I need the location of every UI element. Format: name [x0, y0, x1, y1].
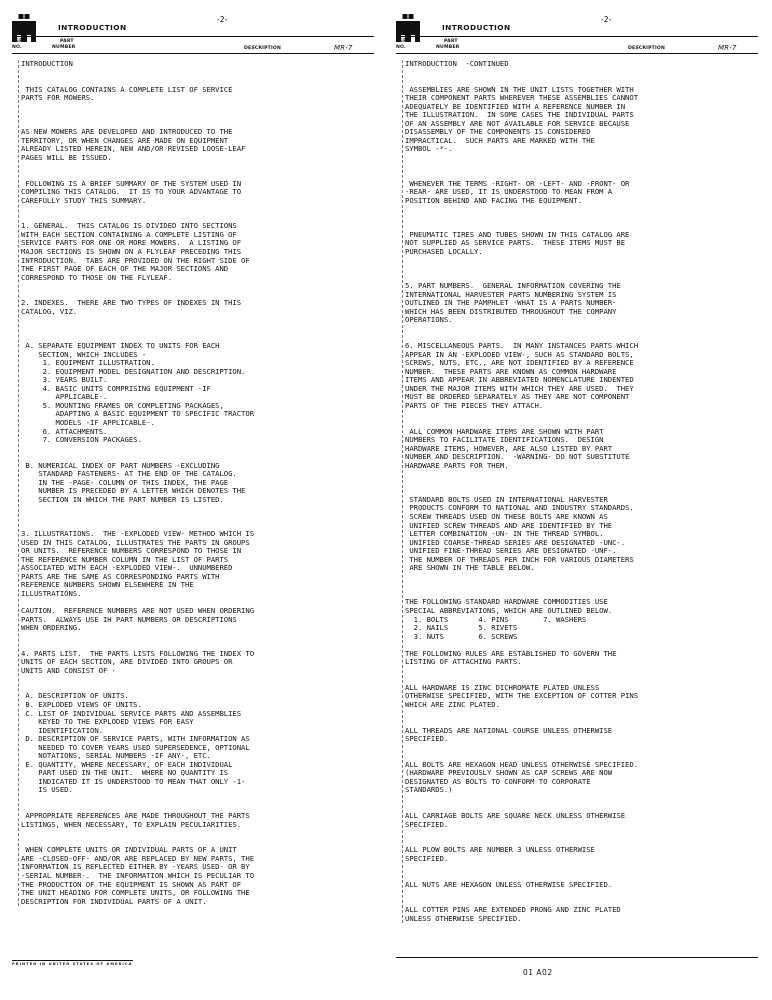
right-body-text: INTRODUCTION -CONTINUED ASSEMBLIES ARE SHOWN IN THE UNIT LISTS TOGETHER WITH THEIR COMPONENT PARTS WHEREVER THESE ASSEMBLIES CANNOT ADEQUATELY BE IDENTIFIED WITH A REFERENCE NUMBER IN THE ILLUSTRATION. IN SOME CASES THE INDIVIDUAL PARTS OF AN ASSEMBLY ARE NOT AVAILABLE FOR SERVICE BECAUSE DISASSEMBLY OF THE COMPONENTS IS CONSIDERED IMPRACTICAL. SUCH PARTS ARE MARKED WITH THE SYMBOL -*-. WHENEVER THE TERMS -RIGHT- OR -LEFT- AND -FRONT- OR -REAR- ARE USED, IT IS UNDERSTOOD TO MEAN FROM A POSITION BEHIND AND FACING THE EQUIPMENT. PNEUMATIC TIRES AND TUBES SHOWN IN THIS CATALOG ARE NOT SUPPLIED AS SERVICE PARTS. THESE ITEMS MUST BE PURCHASED LOCALLY. 5. PART NUMBERS. GENERAL INFORMATION COVERING THE INTERNATIONAL HARVESTER PARTS NUMBERING SYSTEM IS OUTLINED IN THE PAMPHLET -WHAT IS A PARTS NUMBER- WHICH HAS BEEN DISTRIBUTED THROUGHOUT THE COMPANY OPERATIONS. 6. MISCELLANEOUS PARTS. IN MANY INSTANCES PARTS WHICH APPEAR IN AN -EXPLODED VIEW-, SUCH AS STANDARD BOLTS, SCREWS, NUTS, ETC., ARE NOT IDENTIFIED BY A REFERENCE NUMBER. THESE PARTS ARE KNOWN AS COMMON HARDWARE ITEMS AND APPEAR IN ABBREVIATED NOMENCLATURE INDENTED UNDER THE MAJOR ITEMS WITH WHICH THEY ARE USED. THEY MUST BE ORDERED SEPARATELY AS THEY ARE NOT COMPONENT PARTS OF THE PIECES THEY ATTACH. ALL COMMON HARDWARE ITEMS ARE SHOWN WITH PART NUMBERS TO FACILITATE IDENTIFICATIONS. DESIGN HARDWARE ITEMS, HOWEVER, ARE ALSO LISTED BY PART NUMBER AND DESCRIPTION. -WARNING- DO NOT SUBSTITUTE HARDWARE PARTS FOR THEM. STANDARD BOLTS USED IN INTERNATIONAL HARVESTER PRODUCTS CONFORM TO NATIONAL AND INDUSTRY STANDARDS. SCREW THREADS USED ON THESE BOLTS ARE KNOWN AS UNIFIED SCREW THREADS AND ARE IDENTIFIED BY THE LETTER COMBINATION -UN- IN THE THREAD SYMBOL. UNIFIED COARSE-THREAD SERIES ARE DESIGNATED -UNC-. UNIFIED FINE-THREAD SERIES ARE DESIGNATED -UNF-. THE NUMBER OF THREADS PER INCH FOR VARIOUS DIAMETERS ARE SHOWN IN THE TABLE BELOW. THE FOLLOWING STANDARD HARDWARE COMMODITIES USE SPECIAL ABBREVIATIONS, WHICH ARE OUTLINED BELOW. 1. BOLTS 4. PINS 7. WASHERS 2. NAILS 5. RIVETS 3. NUTS 6. SCREWS THE FOLLOWING RULES ARE ESTABLISHED TO GOVERN THE LISTING OF ATTACHING PARTS. ALL HARDWARE IS ZINC DICHROMATE PLATED UNLESS OTHERWISE SPECIFIED, WITH THE EXCEPTION OF COTTER PINS WHICH ARE ZINC PLATED. ALL THREADS ARE NATIONAL COURSE UNLESS OTHERWISE SPECIFIED. ALL BOLTS ARE HEXAGON HEAD UNLESS OTHERWISE SPECIFIED. (HARDWARE PREVIOUSLY SHOWN AS CAP SCREWS ARE NOW DESIGNATED AS BOLTS TO CONFORM TO CORPORATE STANDARDS.) ALL CARRIAGE BOLTS ARE SQUARE NECK UNLESS OTHERWISE SPECIFIED. ALL PLOW BOLTS ARE NUMBER 3 UNLESS OTHERWISE SPECIFIED. ALL NUTS ARE HEXAGON UNLESS OTHERWISE SPECIFIED. ALL COTTER PINS ARE EXTENDED PRONG AND ZINC PLATED UNLESS OTHERWISE SPECIFIED.: [402, 60, 758, 923]
page-header: [12, 14, 374, 54]
left-body-text: INTRODUCTION THIS CATALOG CONTAINS A COMPLETE LIST OF SERVICE PARTS FOR MOWERS. AS NEW MOWERS ARE DEVELOPED AND INTRODUCED TO THE TERRITORY, OR WHEN CHANGES ARE MADE ON EQUIPMENT ALREADY LISTED HEREIN, NEW AND/OR REVISED LOOSE-LEAF PAGES WILL BE ISSUED. FOLLOWING IS A BRIEF SUMMARY OF THE SYSTEM USED IN COMPILING THIS CATALOG. IT IS TO YOUR ADVANTAGE TO CAREFULLY STUDY THIS SUMMARY. 1. GENERAL. THIS CATALOG IS DIVIDED INTO SECTIONS WITH EACH SECTION CONTAINING A COMPLETE LISTING OF SERVICE PARTS FOR ONE OR MORE MOWERS. A LISTING OF MAJOR SECTIONS IS SHOWN ON A FLYLEAF PRECEDING THIS INTRODUCTION. TABS ARE PROVIDED ON THE RIGHT SIDE OF THE FIRST PAGE OF EACH OF THE MAJOR SECTIONS AND CORRESPOND TO THOSE ON THE FLYLEAF. 2. INDEXES. THERE ARE TWO TYPES OF INDEXES IN THIS CATALOG, VIZ. A. SEPARATE EQUIPMENT INDEX TO UNITS FOR EACH SECTION, WHICH INCLUDES - 1. EQUIPMENT ILLUSTRATION. 2. EQUIPMENT MODEL DESIGNATION AND DESCRIPTION. 3. YEARS BUILT. 4. BASIC UNITS COMPRISING EQUIPMENT -IF APPLICABLE-. 5. MOUNTING FRAMES OR COMPLETING PACKAGES, ADAPTING A BASIC EQUIPMENT TO SPECIFIC TRACTOR MODELS -IF APPLICABLE-. 6. ATTACHMENTS. 7. CONVERSION PACKAGES. B. NUMERICAL INDEX OF PART NUMBERS -EXCLUDING STANDARD FASTENERS- AT THE END OF THE CATALOG. IN THE -PAGE- COLUMN OF THIS INDEX, THE PAGE NUMBER IS PRECEDED BY A LETTER WHICH DENOTES THE SECTION IN WHICH THE PART NUMBER IS LISTED. 3. ILLUSTRATIONS. THE -EXPLODED VIEW- METHOD WHICH IS USED IN THIS CATALOG, ILLUSTRATES THE PARTS IN GROUPS OR UNITS. REFERENCE NUMBERS CORRESPOND TO THOSE IN THE REFERENCE NUMBER COLUMN IN THE LIST OF PARTS ASSOCIATED WITH EACH -EXPLODED VIEW-. UNNUMBERED PARTS ARE THE SAME AS CORRESPONDING PARTS WITH REFERENCE NUMBERS SHOWN ELSEWHERE IN THE ILLUSTRATIONS. CAUTION. REFERENCE NUMBERS ARE NOT USED WHEN ORDERING PARTS. ALWAYS USE IH PART NUMBERS OR DESCRIPTIONS WHEN ORDERING. 4. PARTS LIST. THE PARTS LISTS FOLLOWING THE INDEX TO UNITS OF EACH SECTION, ARE DIVIDED INTO GROUPS OR UNITS AND CONSIST OF - A. DESCRIPTION OF UNITS. B. EXPLODED VIEWS OF UNITS. C. LIST OF INDIVIDUAL SERVICE PARTS AND ASSEMBLIES KEYED TO THE EXPLODED VIEWS FOR EASY IDENTIFICATION. D. DESCRIPTION OF SERVICE PARTS, WITH INFORMATION AS NEEDED TO COVER YEARS USED SUPERSEDENCE, OPTIONAL NOTATIONS, SERIAL NUMBERS -IF ANY-, ETC. E. QUANTITY, WHERE NECESSARY, OF EACH INDIVIDUAL PART USED IN THE UNIT. WHERE NO QUANTITY IS INDICATED IT IS UNDERSTOOD TO MEAN THAT ONLY -1- IS USED. APPROPRIATE REFERENCES ARE MADE THROUGHOUT THE PARTS LISTINGS, WHEN NECESSARY, TO EXPLAIN PECULIARITIES. WHEN COMPLETE UNITS OR INDIVIDUAL PARTS OF A UNIT ARE -CLOSED-OFF- AND/OR ARE REPLACED BY NEW PARTS, THE INFORMATION IS REFLECTED EITHER BY -YEARS USED- OR BY -SERIAL NUMBER-. THE INFORMATION WHICH IS PECULIAR TO THE PRODUCTION OF THE EQUIPMENT IS SHOWN AS PART OF THE UNIT HEADING FOR COMPLETE UNITS, OR FOLLOWING THE DESCRIPTION FOR INDIVIDUAL PARTS OF A UNIT.: [18, 60, 374, 906]
ref-label: REF.: [12, 39, 24, 44]
part-label: PART: [444, 39, 458, 44]
ref-label: REF.: [396, 39, 408, 44]
printed-in-footer: PRINTED IN UNITED STATES OF AMERICA: [12, 962, 133, 966]
manual-code: MR-7: [718, 44, 737, 52]
header-page-number: -2-: [217, 15, 228, 24]
header-title: INTRODUCTION: [58, 23, 127, 32]
no-label: NO.: [396, 45, 406, 50]
header-title: INTRODUCTION: [442, 23, 511, 32]
header-page-number: -2-: [601, 15, 612, 24]
no-label: NO.: [12, 45, 22, 50]
number-label: NUMBER: [52, 45, 76, 50]
manual-code: MR-7: [334, 44, 353, 52]
page-header: [396, 14, 758, 54]
description-label: DESCRIPTION: [628, 46, 666, 51]
header-rule-bottom: [12, 53, 374, 54]
left-page-column: [12, 14, 374, 974]
header-rule-bottom: [396, 53, 758, 54]
part-label: PART: [60, 39, 74, 44]
ih-logo-icon: [396, 14, 420, 42]
ih-logo-icon: [12, 14, 36, 42]
header-rule: [12, 36, 374, 37]
right-page-column: [396, 14, 758, 974]
footer-rule: [396, 957, 758, 958]
description-label: DESCRIPTION: [244, 46, 282, 51]
number-label: NUMBER: [436, 45, 460, 50]
page-code: 01 A02: [523, 968, 553, 977]
header-rule: [396, 36, 758, 37]
